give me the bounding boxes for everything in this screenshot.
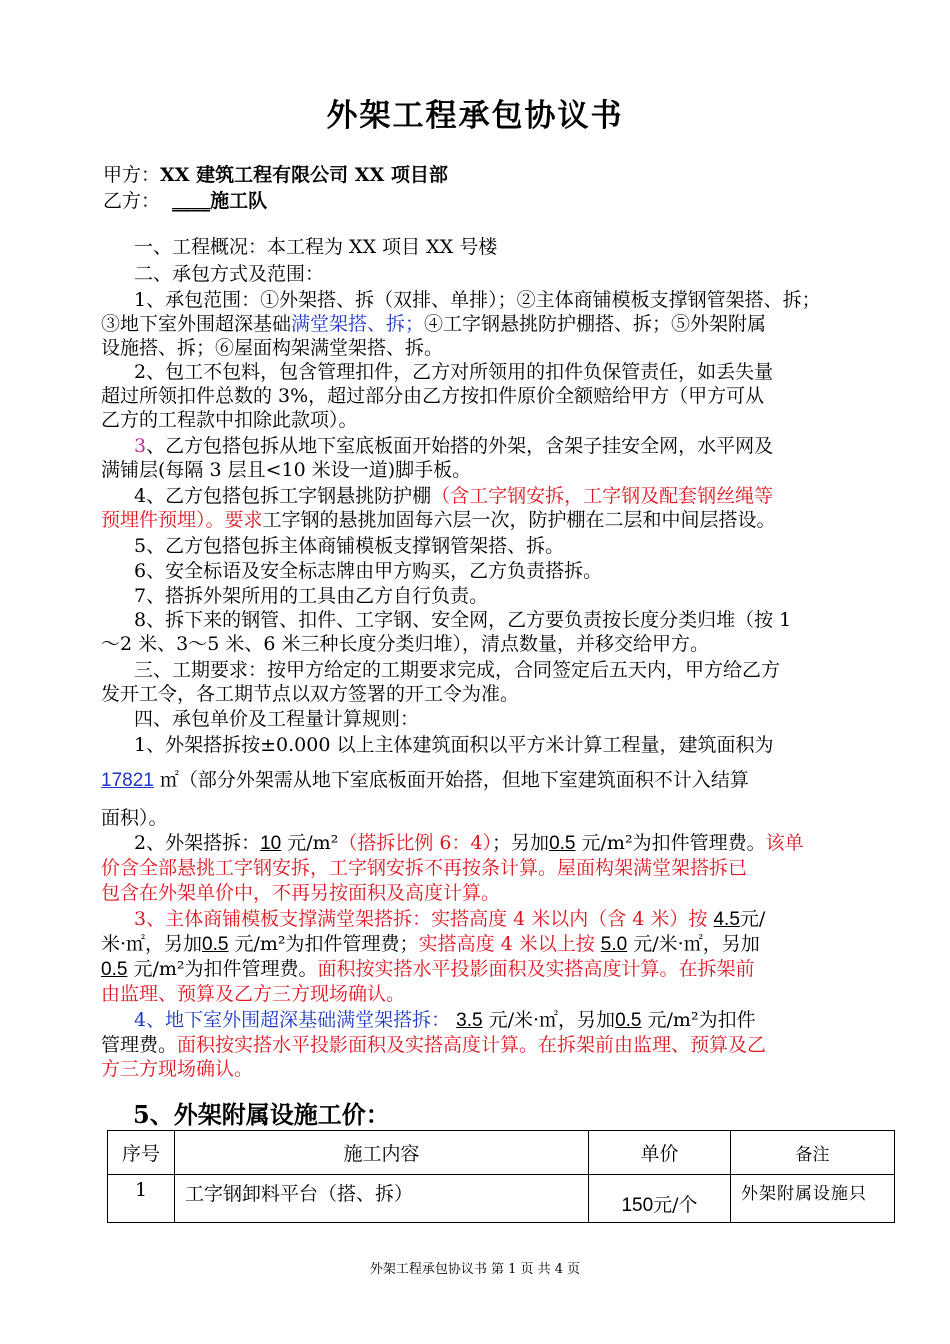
para-pricing-heading: 四、承包单价及工程量计算规则： xyxy=(134,708,420,730)
header-note: 备注 xyxy=(731,1131,895,1175)
para-scope-1-cont xyxy=(101,312,766,336)
para-scope-1-end: 设施搭、拆；⑥屋面构架满堂架搭、拆。 xyxy=(101,337,444,359)
header-price: 单价 xyxy=(589,1131,731,1175)
para-scope-heading: 二、承包方式及范围： xyxy=(134,263,325,285)
support-price-low: 4.5 xyxy=(713,909,740,930)
para-scope-6: 6、安全标语及安全标志牌由甲方购买，乙方负责搭拆。 xyxy=(134,560,603,582)
price-unit: 元/个 xyxy=(653,1194,698,1216)
text-segment: 元/m²为扣件 xyxy=(647,1009,756,1031)
para-pricing-4 xyxy=(101,1008,756,1033)
header-content: 施工内容 xyxy=(175,1131,589,1175)
document-title: 外架工程承包协议书 xyxy=(326,98,624,134)
highlight-red: 该单 xyxy=(765,832,804,854)
basement-support-price: 3.5 xyxy=(456,1010,483,1031)
text-segment: 、乙方包搭包拆从地下室底板面开始搭的外架，含架子挂安全网，水平网及 xyxy=(146,435,774,457)
para-scope-4-end xyxy=(101,508,776,532)
highlight-red: 面积按实搭水平投影面积及实搭高度计算。在拆架前 xyxy=(317,958,755,980)
party-a-label: 甲方： xyxy=(103,164,161,186)
text-segment: ㎡（部分外架需从地下室底板面开始搭，但地下室建筑面积不计入结算 xyxy=(159,769,749,791)
text-segment: ④工字钢悬挑防护棚搭、拆；⑤外架附属 xyxy=(424,313,767,335)
ancillary-price-table xyxy=(107,1130,895,1223)
para-scope-5: 5、乙方包搭包拆主体商铺模板支撑钢管架搭、拆。 xyxy=(134,535,565,557)
para-schedule: 三、工期要求：按甲方给定的工期要求完成，合同签定后五天内，甲方给乙方 xyxy=(134,659,781,681)
cell-content: 工字钢卸料平台（搭、拆） xyxy=(175,1175,589,1223)
text-segment: 元/m²为扣件管理费。 xyxy=(133,958,318,980)
para-scope-8-end: ～2 米、3～5 米、6 米三种长度分类归堆），清点数量，并移交给甲方。 xyxy=(101,633,709,655)
highlight-magenta: 3 xyxy=(134,435,147,457)
text-segment: 元/m²为扣件管理费； xyxy=(234,933,419,955)
header-no: 序号 xyxy=(108,1131,175,1175)
text-segment: 米·㎡，另加 xyxy=(101,933,203,955)
cell-no: 1 xyxy=(108,1175,175,1223)
section-5-heading: 5、外架附属设施工价： xyxy=(133,1100,390,1129)
party-a-value: XX 建筑工程有限公司 XX 项目部 xyxy=(160,164,448,186)
clamp-fee-value: 0.5 xyxy=(615,1010,642,1031)
clamp-fee-value: 0.5 xyxy=(549,833,576,854)
support-price-high: 5.0 xyxy=(600,934,628,955)
price-number: 150 xyxy=(621,1195,654,1216)
party-a xyxy=(103,160,448,187)
para-pricing-4-cont xyxy=(101,1033,766,1057)
highlight-blue: 满堂架搭、拆； xyxy=(291,313,425,335)
highlight-red: 实搭高度 4 米以上按 xyxy=(418,933,595,955)
para-scope-2: 2、包工不包料，包含管理扣件，乙方对所领用的扣件负保管责任，如丢失量 xyxy=(134,361,774,383)
highlight-red: 3、主体商铺模板支撑满堂架搭拆：实搭高度 4 米以内（含 4 米）按 xyxy=(134,908,708,930)
para-scope-2-cont: 超过所领扣件总数的 3%，超过部分由乙方按扣件原价全额赔给甲方（甲方可从 xyxy=(101,385,765,407)
para-pricing-3-end: 由监理、预算及乙方三方现场确认。 xyxy=(101,983,406,1005)
para-scope-4 xyxy=(101,484,773,508)
cell-price xyxy=(589,1175,731,1223)
party-b-value: 施工队 xyxy=(210,190,268,212)
para-pricing-2-end: 包含在外架单价中，不再另按面积及高度计算。 xyxy=(101,882,501,904)
highlight-red: （含工字钢安拆，工字钢及配套钢丝绳等 xyxy=(431,485,774,507)
scaffold-unit-price: 10 xyxy=(260,833,282,854)
table-header-row xyxy=(108,1131,895,1175)
text-segment: 元/m² xyxy=(287,832,339,854)
highlight-red: 预埋件预埋）。要求 xyxy=(101,509,263,531)
clamp-fee-value: 0.5 xyxy=(101,959,128,980)
table-row xyxy=(108,1175,895,1223)
para-overview: 一、工程概况：本工程为 XX 项目 XX 号楼 xyxy=(134,236,498,258)
para-pricing-4-end: 方三方现场确认。 xyxy=(101,1058,254,1080)
cell-note: 外架附属设施只 xyxy=(731,1175,895,1223)
para-pricing-2-cont: 价含全部悬挑工字钢安拆，工字钢安拆不再按条计算。屋面构架满堂架搭拆已 xyxy=(101,857,748,879)
para-pricing-1-cont xyxy=(101,768,749,793)
page-footer: 外架工程承包协议书 第 1 页 共 4 页 xyxy=(369,1262,581,1277)
para-scope-2-end: 乙方的工程款中扣除此款项）。 xyxy=(101,409,358,431)
para-pricing-3-cont2 xyxy=(101,957,755,982)
text-segment: 元/米·㎡，另加 xyxy=(488,1009,616,1031)
para-scope-8: 8、拆下来的钢管、扣件、工字钢、安全网，乙方要负责按长度分类归堆（按 1 xyxy=(134,609,792,631)
text-segment: 元/米·㎡，另加 xyxy=(633,933,760,955)
para-pricing-1-end: 面积）。 xyxy=(101,807,168,829)
para-scope-1: 1、承包范围：①外架搭、拆（双排、单排）；②主体商铺模板支撑钢管架搭、拆； xyxy=(134,289,821,311)
para-scope-7: 7、搭拆外架所用的工具由乙方自行负责。 xyxy=(134,585,489,607)
text-segment: 元/ xyxy=(739,908,766,930)
clamp-fee-value: 0.5 xyxy=(202,934,229,955)
text-segment: 工字钢的悬挑加固每六层一次，防护棚在二层和中间层搭设。 xyxy=(262,509,776,531)
highlight-blue: 4、地下室外围超深基础满堂架搭拆： xyxy=(134,1009,451,1031)
party-b-label: 乙方： xyxy=(103,190,161,212)
para-scope-3 xyxy=(101,434,773,458)
highlight-red: （搭拆比例 6：4） xyxy=(338,832,493,854)
text-segment: 元/m²为扣件管理费。 xyxy=(581,832,766,854)
para-pricing-1: 1、外架搭拆按±0.000 以上主体建筑面积以平方米计算工程量，建筑面积为 xyxy=(134,734,774,756)
text-segment: 4、乙方包搭包拆工字钢悬挑防护棚 xyxy=(134,485,432,507)
text-segment: 管理费。 xyxy=(101,1034,178,1056)
party-b-blank: ____ xyxy=(172,190,211,212)
text-segment: 2、外架搭拆： xyxy=(134,832,261,854)
party-b xyxy=(103,186,267,213)
para-scope-3-end: 满铺层(每隔 3 层且<10 米设一道)脚手板。 xyxy=(101,459,472,481)
highlight-red: 面积按实搭水平投影面积及实搭高度计算。在拆架前由监理、预算及乙 xyxy=(177,1034,767,1056)
building-area-value: 17821 xyxy=(101,770,154,791)
para-schedule-end: 发开工令，各工期节点以双方签署的开工令为准。 xyxy=(101,683,520,705)
text-segment: ；另加 xyxy=(492,832,550,854)
para-pricing-3-cont xyxy=(101,932,760,957)
text-segment: ③地下室外围超深基础 xyxy=(101,313,292,335)
para-pricing-3 xyxy=(101,907,765,932)
para-pricing-2 xyxy=(101,831,804,856)
